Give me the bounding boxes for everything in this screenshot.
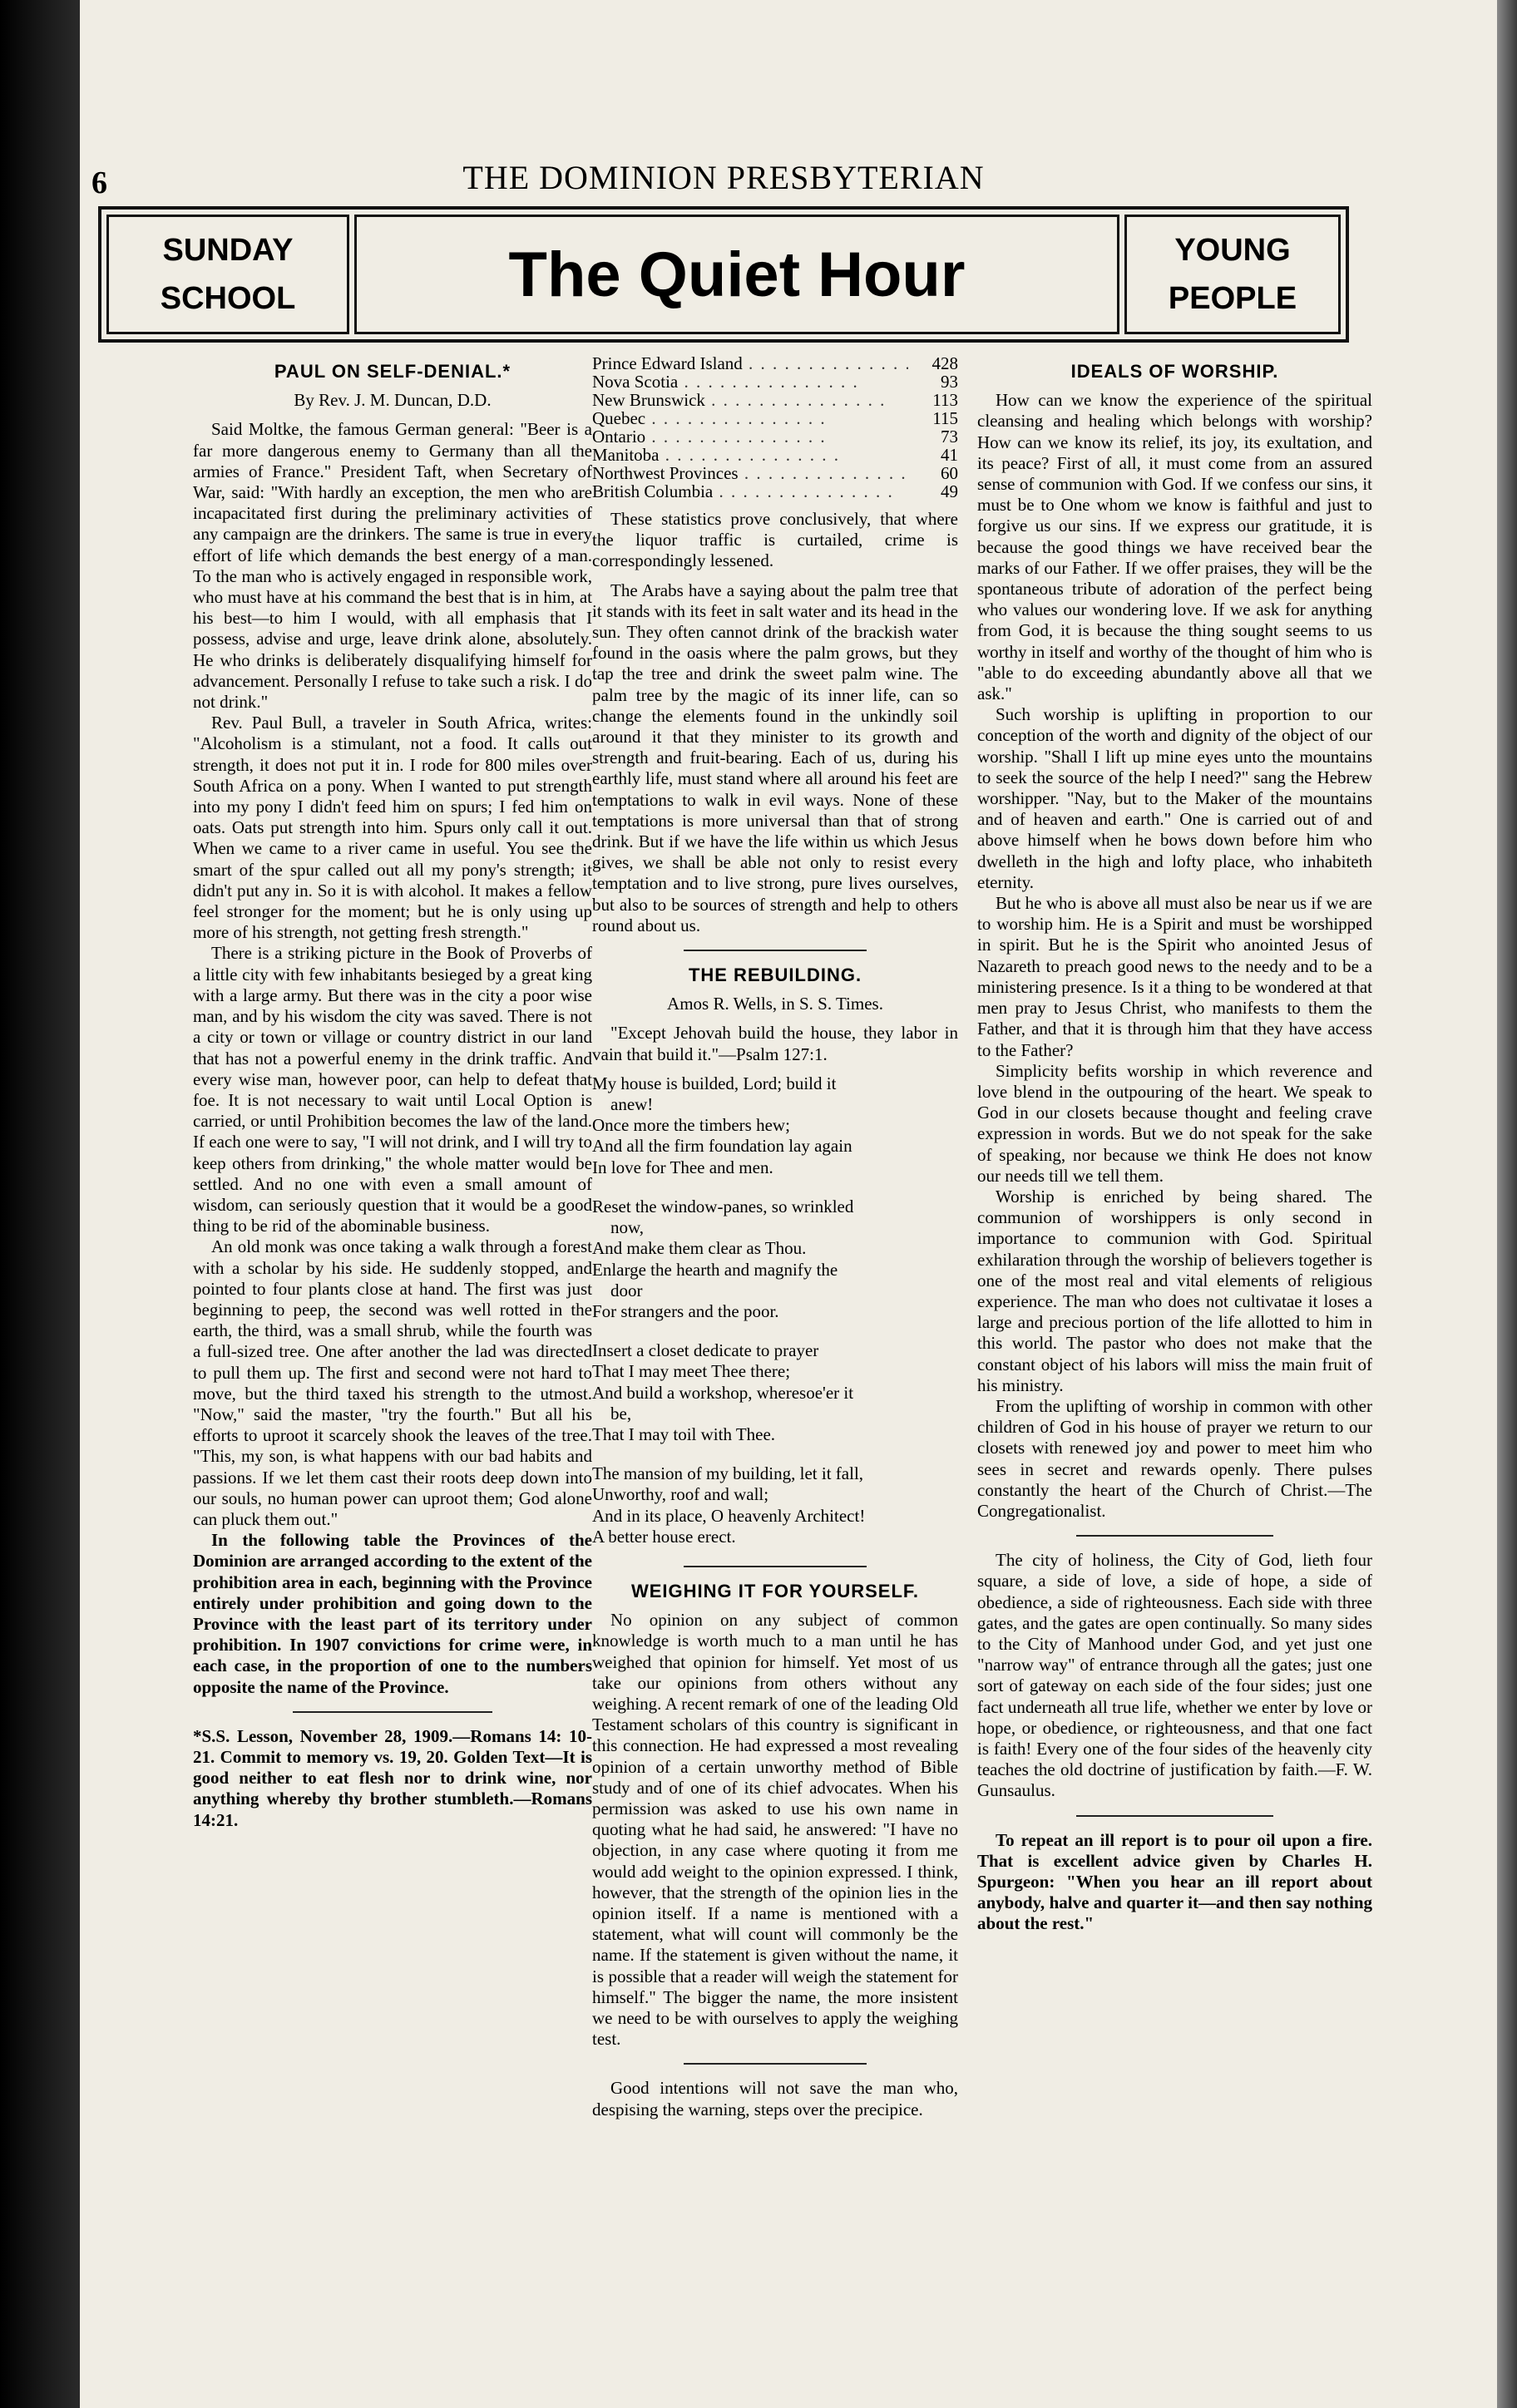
table-row (592, 391, 958, 409)
masthead-title: The Quiet Hour (354, 215, 1119, 334)
page-number: 6 (91, 165, 107, 200)
paragraph: Such worship is uplifting in proportion to our conception of the worth and dignity of the object of our worship. "Shall I lift up mine eyes unto the mountains to seek the source of the help I need?" sang the Hebrew worshipper. "Nay, but to the Maker of the mountains and of heaven and earth." One is carried out of and above himself when he bows down before him who dwelleth in the high and lofty place, who inhabiteth eternity. (977, 704, 1372, 892)
poem-line: Reset the window-panes, so wrinkled (592, 1196, 854, 1216)
province-name: Manitoba . . . (592, 446, 908, 464)
poem-line: And in its place, O heavenly Architect! (592, 1505, 866, 1526)
poem-line: be, (610, 1403, 632, 1424)
running-title: THE DOMINION PRESBYTERIAN (462, 159, 985, 196)
conviction-ratio: 428 (931, 354, 958, 373)
article-heading-worship: IDEALS OF WORSHIP. (1070, 361, 1279, 382)
poem-line: My house is builded, Lord; build it (592, 1073, 837, 1093)
table-row (592, 464, 958, 482)
masthead-left-line1: SUNDAY (162, 233, 294, 268)
province-name: Nova Scotia . . . (592, 373, 908, 391)
table-row (592, 354, 958, 373)
paragraph: The Arabs have a saying about the palm tree that it stands with its feet in salt water and its head in the sun. They often cannot drink of the brackish water found in the oasis where the palm grows, but they tap the tree and drink the sweet palm wine. The palm tree by the magic of its inner life, can so change the elements found in the unkindly soil around it that they minister to its growth and strength and fruit-bearing. Each of us, during his earthly life, must stand where all around his feet are temptations to walk in evil ways. None of these temptations is more universal than that of strong drink. But if we have the life within us which Jesus gives, we shall be able not only to resist every temptation and to live strong, pure lives ourselves, but also to be sources of strength and help to others round about us. (592, 580, 958, 935)
province-name: British Columbia . . . (592, 482, 908, 501)
divider (1076, 1535, 1274, 1537)
article-byline: Amos R. Wells, in S. S. Times. (667, 994, 883, 1014)
poem-line: And build a workshop, wheresoe'er it (592, 1382, 854, 1403)
article-heading-rebuilding: THE REBUILDING. (688, 965, 862, 986)
paragraph: To repeat an ill report is to pour oil upon a fire. That is excellent advice given by Charles H. Spurgeon: "When you hear an ill report about anybody, halve and quarter it—and then say nothing about the rest." (977, 1829, 1372, 1934)
poem-line: Enlarge the hearth and magnify the (592, 1259, 838, 1280)
lesson-footnote: *S.S. Lesson, November 28, 1909.—Romans 14: 10-21. Commit to memory vs. 19, 20. Golden Text—It is good neither to eat flesh nor to drink wine, nor anything whereby thy brother stumbleth.—Romans 14:21. (193, 1725, 592, 1830)
poem-line: In love for Thee and men. (592, 1157, 773, 1177)
masthead-right-line1: YOUNG (1174, 233, 1291, 268)
poem-line: Once more the timbers hew; (592, 1115, 790, 1136)
poem-line: now, (610, 1217, 645, 1238)
scan-left-margin (0, 0, 80, 2408)
paragraph: Simplicity befits worship in which reverence and love blend in the outpouring of the heart. We speak to God in our closets because thought and feeling crave expression in words. But we do not speak for the sake of speaking, nor because we think He does not know our needs till we tell them. (977, 1060, 1372, 1186)
column-left (193, 354, 592, 2292)
poem-line: That I may toil with Thee. (592, 1424, 776, 1444)
paragraph: Good intentions will not save the man who, despising the warning, steps over the precipice. (592, 2078, 958, 2119)
paragraph: The city of holiness, the City of God, lieth four square, a side of love, a side of hope, a side of obedience, a side of righteousness. Each side with three gates, and the gates are open continually. So many sides to the City of Manhood under God, and yet just one "narrow way" of entrance through all the gates; just one sort of gateway on each side of the four sides; just one fact underneath all true life, whether we enter by love or hope, or obedience, or righteousness, and that one fact is faith! Every one of the four sides of the heavenly city teaches the old doctrine of justification by faith.—F. W. Gunsaulus. (977, 1550, 1372, 1801)
conviction-ratio: 49 (941, 481, 958, 501)
poem-stanza (592, 1073, 958, 1178)
masthead-right-box (1124, 215, 1341, 334)
paragraph: These statistics prove conclusively, that where the liquor traffic is curtailed, crime is correspondingly lessened. (592, 509, 958, 571)
divider (684, 1566, 867, 1567)
divider (293, 1711, 492, 1713)
conviction-ratio: 113 (932, 390, 958, 410)
poem-line: A better house erect. (592, 1526, 736, 1547)
divider (1076, 1815, 1274, 1817)
conviction-ratio: 41 (941, 445, 958, 465)
poem-epigraph: "Except Jehovah build the house, they labor in vain that build it."—Psalm 127:1. (592, 1023, 958, 1064)
province-name: Ontario . . . (592, 427, 908, 446)
column-middle (592, 354, 958, 2292)
table-row (592, 373, 958, 391)
poem (592, 1073, 958, 1547)
province-conviction-table (592, 354, 958, 501)
province-name: Quebec . . . (592, 409, 908, 427)
divider (684, 950, 867, 951)
conviction-ratio: 115 (932, 408, 958, 428)
poem-line: For strangers and the poor. (592, 1300, 779, 1321)
poem-line: And all the firm foundation lay again (592, 1136, 852, 1157)
poem-line: anew! (610, 1094, 654, 1115)
poem-line: door (610, 1280, 643, 1300)
paragraph: Worship is enriched by being shared. The communion of worshippers is only second in importance to communion with God. Spiritual exhilaration through the worship of believers together is one of the most real and vital elements of religious experience. The man who does not cultivatae it loses a large and precious portion of the life allotted to him in this world. The pastor who does not make that the constant object of his labors will miss the main fruit of his ministry. (977, 1186, 1372, 1395)
paragraph: No opinion on any subject of common knowledge is worth much to a man until he has weighed that opinion for himself. Yet most of us take our opinions from others without any weighing. A recent remark of one of the leading Old Testament scholars of this country is significant in this connection. He had expressed a most revealing opinion of a certain unworthy method of Bible study and of one of its chief advocates. When his permission was asked to use his own name in quoting what he had said, he answered: "I have no objection, in any case where quoting it from me would add weight to the opinion expressed. I think, however, that the strength of the opinion lies in the opinion itself. If a name is mentioned with a statement, what will count will commonly be the name. If the statement is given without the name, it is possible that a reader will weigh the statement for himself." The bigger the name, the more insistent we need to be with ourselves to apply the weighing test. (592, 1610, 958, 2050)
article-byline: By Rev. J. M. Duncan, D.D. (294, 390, 492, 411)
province-name: Northwest Provinces . . . (592, 464, 908, 482)
province-name: Prince Edward Island . . . (592, 354, 908, 373)
poem-line: And make them clear as Thou. (592, 1238, 807, 1259)
masthead (98, 206, 1349, 343)
poem-line: Unworthy, roof and wall; (592, 1484, 769, 1505)
table-row (592, 446, 958, 464)
conviction-ratio: 93 (941, 372, 958, 392)
scan-right-margin (1497, 0, 1517, 2408)
poem-line: The mansion of my building, let it fall, (592, 1463, 864, 1484)
paragraph: An old monk was once taking a walk through a forest with a scholar by his side. He suddenly stopped, and pointed to four plants close at hand. The first was just beginning to peep, the second was well rotted in the earth, the third, was a small shrub, while the fourth was a full-sized tree. One after another the lad was directed to pull them up. The first and second were not hard to move, but the third taxed his strength to the utmost. "Now," said the master, "try the fourth." But all his efforts to uproot it scarcely shook the leaves of the tree. "This, my son, is what happens with our bad habits and passions. If we let them cast their roots deep down into our souls, no human power can uproot them; God alone can pluck them out." (193, 1236, 592, 1529)
paragraph: In the following table the Provinces of the Dominion are arranged according to the extent of the prohibition area in each, beginning with the Province entirely under prohibition and going down to the Province with the least part of its territory under prohibition. In 1907 convictions for crime were, in each case, in the proportion of one to the numbers opposite the name of the Province. (193, 1530, 592, 1697)
conviction-ratio: 60 (941, 463, 958, 483)
province-name: New Brunswick . . . (592, 391, 908, 409)
poem-line: Insert a closet dedicate to prayer (592, 1340, 819, 1361)
masthead-right-line2: PEOPLE (1168, 281, 1297, 316)
column-right (977, 354, 1372, 2292)
paragraph: There is a striking picture in the Book of Proverbs of a little city with few inhabitants besieged by a great king with a large army. But there was in the city a poor wise man, and by his wisdom the city was saved. There is not a city or town or village or country district in our land that has not a powerful enemy in the drink traffic. And every wise man, however poor, can help to defeat that foe. It is not necessary to wait until Local Option is carried, or until Prohibition becomes the law of the land. If each one were to say, "I will not drink, and I will try to keep others from drinking," the whole matter would be settled. And no one with even a small amount of wisdom, can seriously question that it would be a good thing to be rid of the abominable business. (193, 943, 592, 1236)
table-row (592, 409, 958, 427)
paragraph: How can we know the experience of the spiritual cleansing and healing which belongs with worship? How can we know its relief, its joy, its exultation, and its peace? First of all, it must come from an assured sense of communion with God. If we confess our sins, it must be to One whom we know is faithful and just to forgive us our sins. If we express our gratitude, it is because the good things we have received bear the marks of our Father. If we offer praises, they will be the spontaneous tribute of adoration of the perfect being who values our wondering love. If we ask for anything from God, it is because the thing sought seems to us worthy in itself and worthy of the thought of him who is "able to do exceeding abundantly above all that we ask." (977, 390, 1372, 704)
poem-stanza (592, 1463, 958, 1547)
table-row (592, 482, 958, 501)
paragraph: Said Moltke, the famous German general: "Beer is a far more dangerous enemy to Germany than all the armies of France." President Taft, when Secretary of War, said: "With hardly an exception, the men who are incapacitated first during the preliminary activities of any campaign are the drinkers. The same is true in every effort of life which demands the best energy of a man. To the man who is actively engaged in responsible work, who must have at his command the best that is in him, at his best—to him I would, with all emphasis that I possess, advise and urge, leave drink alone, absolutely. He who drinks is deliberately disqualifying himself for advancement. Personally I refuse to take such a risk. I do not drink." (193, 419, 592, 713)
paragraph: Rev. Paul Bull, a traveler in South Africa, writes: "Alcoholism is a stimulant, not a food. It calls out strength, it does not put it in. I rode for 800 miles over South Africa on a pony. When I wanted to put strength into my pony I didn't feed him on spurs; I fed him on oats. Oats put strength into him. Spurs only call it out. When we came to a river came in useful. You see the smart of the spur called out all my pony's strength; it didn't put any in. So it is with alcohol. It makes a fellow feel stronger for the moment; but he is only using up more of his strength, not getting fresh strength." (193, 713, 592, 943)
divider (684, 2063, 867, 2065)
poem-line: That I may meet Thee there; (592, 1361, 791, 1382)
article-heading-weighing: WEIGHING IT FOR YOURSELF. (630, 1580, 920, 1601)
poem-stanza (592, 1197, 958, 1322)
masthead-left-box (106, 215, 349, 334)
table-row (592, 427, 958, 446)
masthead-left-line2: SCHOOL (160, 281, 296, 316)
paragraph: But he who is above all must also be near us if we are to worship him. He is a Spirit and must be worshipped in spirit. But he is the Spirit who anointed Jesus of Nazareth to preach good news to the needy and to be a ministering presence. Is it a thing to be wondered at that men pray to Jesus Christ, who manifests to them the Father, and that it is through him that they have access to the Father? (977, 893, 1372, 1060)
poem-stanza (592, 1340, 958, 1445)
conviction-ratio: 73 (941, 427, 958, 447)
article-heading-self-denial: PAUL ON SELF-DENIAL.* (274, 361, 511, 382)
paragraph: From the uplifting of worship in common with other children of God in his house of prayer we return to our closets with renewed joy and power to meet him who sees in secret and rewards openly. There pulses constantly the heart of the Church of Christ.—The Congregationalist. (977, 1395, 1372, 1521)
